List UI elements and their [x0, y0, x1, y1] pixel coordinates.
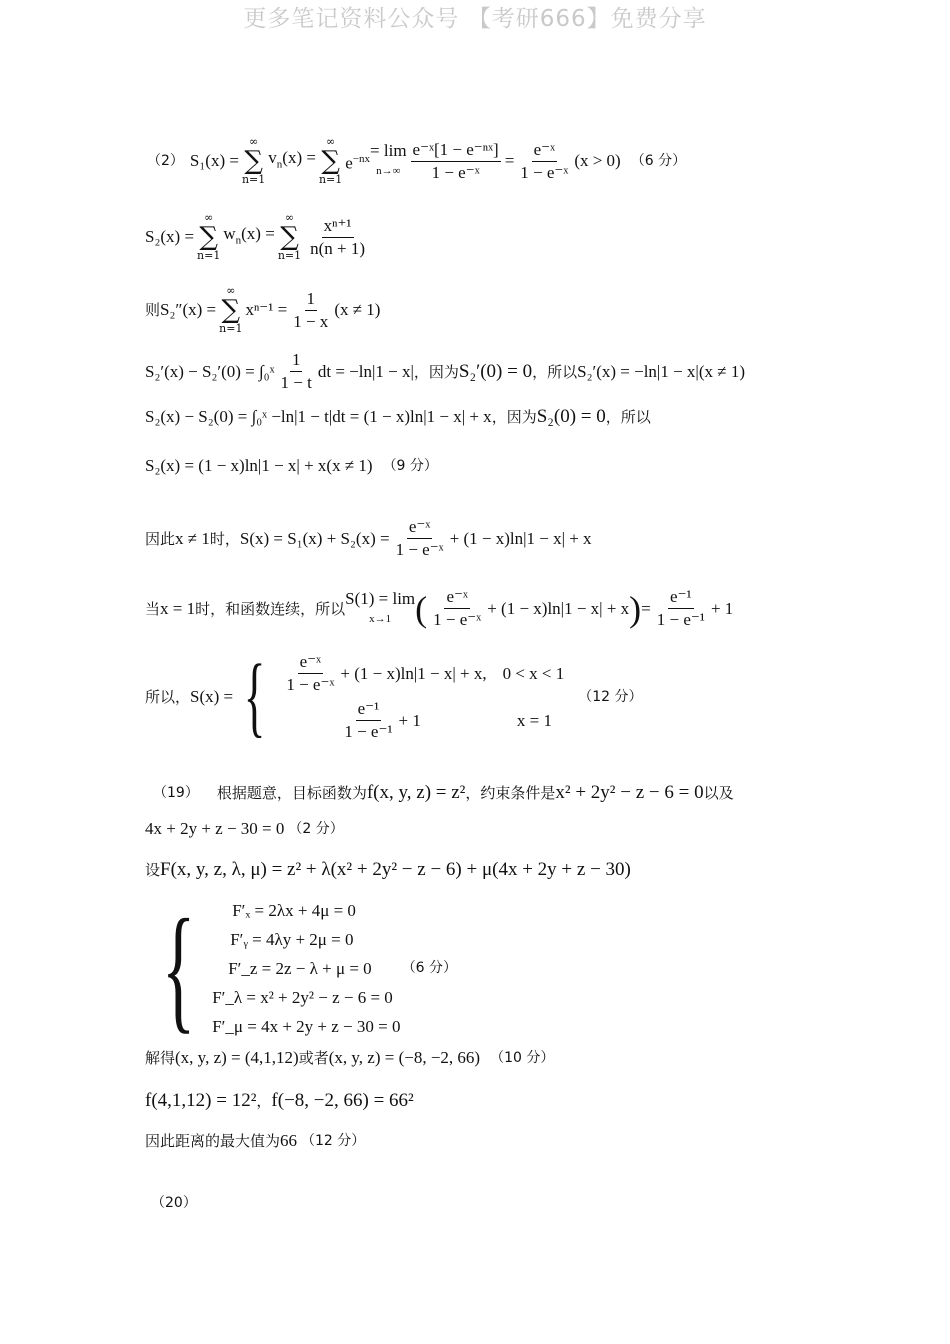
text: ，因为 [491, 408, 537, 426]
line-s1: （2） S₁(x) = ∞ ∑ n=1 $v_n(x)$ = ∞ ∑ n=1 $e^{-nx}$ = lim n→∞ $\frac{\text{e⁻ˣ[1 − e⁻ⁿˣ]}}{\text{1 − e⁻ˣ}}$ = $\frac{\text{e⁻ˣ}}{\text{1 − e⁻ˣ}}$ (x > 0) （6 分） [147, 135, 687, 186]
line-s2-second-derivative [145, 285, 380, 335]
text: 或者 [298, 1049, 329, 1067]
text: 时，和函数连续，所以 [195, 599, 346, 618]
math: (x, y, z) = (4,1,12) [175, 1048, 299, 1067]
text: 则 [145, 301, 161, 319]
math: F′_λ = x² + 2y² − z − 6 = 0 [212, 988, 393, 1007]
sigma-icon: ∞ ∑ n=1 [318, 135, 343, 186]
math: S₂(x) = [145, 227, 195, 246]
math: S₂(x) − S₂(0) = ∫₀ˣ −ln|1 − t|dt = (1 − x)ln|1 − x| + x [145, 407, 492, 426]
points: （9 分） [382, 458, 438, 474]
fraction: e⁻ˣ 1 − e⁻ˣ [433, 587, 482, 629]
math: x² + 2y² − z − 6 = 0 [555, 782, 704, 803]
line-values [145, 1091, 414, 1111]
line-s-at-one [145, 588, 733, 629]
line-20 [145, 1193, 197, 1213]
math: $e^{-nx}$ [345, 152, 371, 173]
equation-system [145, 890, 458, 1046]
math: = [641, 598, 651, 618]
points: （6 分） [630, 153, 687, 169]
math: F′_μ = 4x + 2y + z − 30 = 0 [212, 1017, 401, 1036]
math: 66 [280, 1131, 298, 1150]
line-19 [145, 783, 734, 803]
math: S(x) = [190, 687, 234, 706]
math: xⁿ⁻¹ = [245, 300, 288, 319]
text: 解得 [145, 1049, 176, 1067]
fraction: 1 1 − t [280, 350, 312, 392]
fraction: e⁻¹ 1 − e⁻¹ [344, 699, 393, 741]
text: 因此距离的最大值为 [145, 1132, 281, 1150]
math: + (1 − x)ln|1 − x| + x, [340, 663, 487, 683]
line-piecewise [145, 647, 643, 746]
math: + 1 [398, 710, 421, 730]
text: 当 [145, 599, 161, 618]
math: (x, y, z) = (−8, −2, 66) [328, 1048, 481, 1067]
math: f(−8, −2, 66) = 66² [271, 1090, 414, 1111]
text: ， [256, 1092, 272, 1110]
fraction: e⁻ˣ 1 − e⁻ˣ [286, 652, 335, 694]
math: + (1 − x)ln|1 − x| + x [487, 598, 630, 618]
math: dt = −ln|1 − x| [317, 361, 414, 381]
line-sum-function [145, 518, 592, 559]
text: ，所以 [605, 408, 651, 426]
line-s2-derivative [145, 351, 745, 392]
math: + (1 − x)ln|1 − x| + x [449, 528, 592, 548]
text: 时， [209, 529, 240, 548]
math: x = 1 [160, 598, 196, 618]
points: （10 分） [490, 1050, 555, 1066]
math: S₁(x) = [189, 151, 239, 170]
math: S₂′(0) = 0 [458, 360, 533, 382]
line-max-distance [145, 1131, 365, 1151]
math: (x ≠ 1) [334, 300, 381, 319]
fraction: $\frac{1}{1 - x}$ [293, 288, 329, 331]
math: S₂′(x) − S₂′(0) = ∫₀ˣ [145, 361, 275, 381]
sigma-icon: ∞ ∑ n=1 [197, 211, 221, 262]
math: F′ᵧ = 4λy + 2μ = 0 [230, 930, 354, 949]
fraction: $\frac{\text{e⁻ˣ}}{\text{1 − e⁻ˣ}}$ [520, 139, 569, 182]
text: 所以， [145, 688, 191, 706]
limit: = lim n→∞ [370, 141, 407, 177]
left-brace-icon: { [243, 647, 266, 746]
math: + 1 [710, 598, 734, 618]
fraction: xⁿ⁺¹ n(n + 1) [310, 215, 366, 258]
sigma-icon: ∞ ∑ n=1 [277, 211, 302, 262]
sigma-icon: ∞ ∑ n=1 [241, 135, 266, 186]
right-paren-icon: ) [629, 588, 642, 629]
left-brace-icon: { [161, 890, 196, 1046]
math: S(x) = S₁(x) + S₂(x) = [239, 528, 390, 548]
math: S₂(0) = 0 [536, 406, 606, 427]
line-lagrangian [145, 860, 631, 880]
line-constraint [145, 819, 344, 839]
points: （6 分） [401, 960, 458, 976]
math: S₂(x) = (1 − x)ln|1 − x| + x(x ≠ 1) [145, 456, 373, 475]
fraction: $\frac{\text{e⁻¹}}{\text{1 − e⁻¹}}$ [656, 587, 705, 629]
points: （12 分） [578, 689, 643, 705]
text: 根据题意，目标函数为 [216, 784, 367, 802]
math: $v_n(x)$ = [268, 147, 316, 171]
sigma-icon: ∞ ∑ n=1 [219, 284, 243, 335]
part-label: （20） [151, 1195, 197, 1211]
math: 0 < x < 1 [502, 663, 565, 683]
left-paren-icon: ( [415, 588, 428, 629]
cases [212, 896, 457, 1041]
text: 以及 [703, 784, 734, 802]
text: ，所以 [532, 362, 578, 381]
watermark: 更多笔记资料公众号 【考研666】免费分享 [243, 6, 707, 32]
line-s2 [145, 212, 371, 262]
math: x ≠ 1 [175, 528, 210, 548]
cases [280, 653, 564, 741]
math: F′_z = 2z − λ + μ = 0 [228, 959, 372, 978]
math: (x > 0) [574, 151, 621, 170]
points: （2 分） [288, 821, 344, 837]
text: 设 [145, 861, 161, 879]
text: ，约束条件是 [465, 784, 556, 802]
text: 因此 [145, 529, 176, 548]
math: S₂′(x) = −ln|1 − x|(x ≠ 1) [577, 361, 745, 381]
points: （12 分） [301, 1133, 366, 1149]
line-s2-result [145, 456, 438, 476]
math: f(x, y, z) = z² [366, 782, 466, 803]
math: $w_n(x)$ = [223, 223, 275, 247]
part-label: （19） [153, 785, 199, 801]
math: 4x + 2y + z − 30 = 0 [145, 819, 285, 838]
math: S₂″(x) = [160, 300, 217, 319]
math: x = 1 [516, 710, 552, 730]
math: F(x, y, z, λ, μ) = z² + λ(x² + 2y² − z − 6) + μ(4x + 2y + z − 30) [160, 859, 631, 880]
fraction: $\frac{\text{e⁻ˣ}}{\text{1 − e⁻ˣ}}$ [395, 517, 444, 559]
line-s2-integral [145, 407, 651, 427]
math: f(4,1,12) = 12² [145, 1090, 257, 1111]
math: F′ₓ = 2λx + 4μ = 0 [232, 901, 356, 920]
fraction: $\frac{\text{e⁻ˣ[1 − e⁻ⁿˣ]}}{\text{1 − e⁻ˣ}}$ [412, 139, 499, 182]
part-label: （2） [147, 153, 184, 169]
text: ，因为 [413, 362, 459, 381]
limit: S(1) = lim x→1 [345, 588, 416, 625]
line-solution [145, 1048, 554, 1068]
